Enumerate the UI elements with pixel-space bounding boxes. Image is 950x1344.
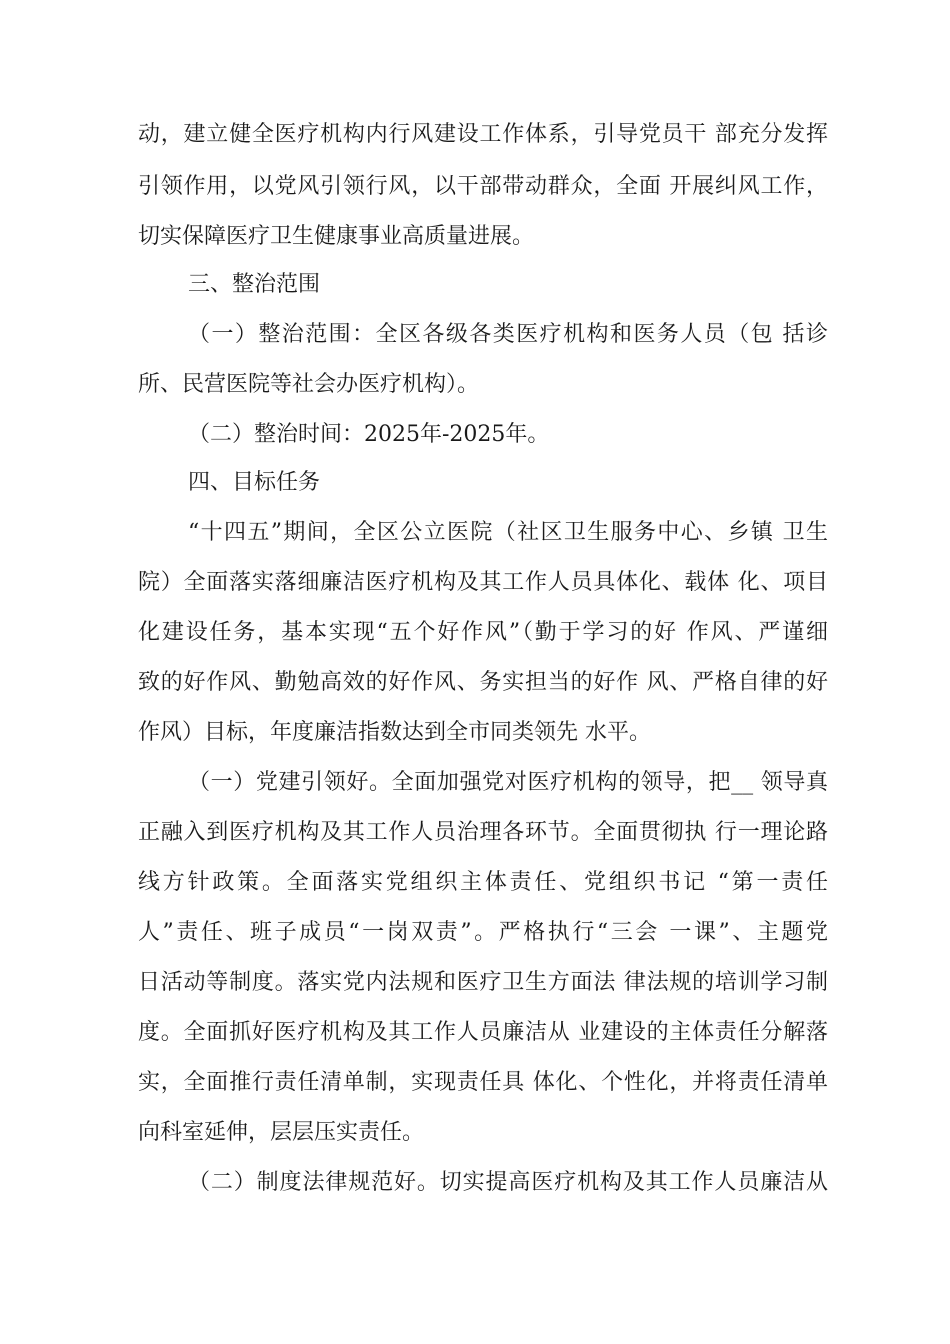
body-line: 人”责任、班子成员“一岗双责”。严格执行“三会 一课”、主题党 — [138, 920, 828, 945]
body-line: 日活动等制度。落实党内法规和医疗卫生方面法 律法规的培训学习制 — [138, 970, 828, 995]
section-heading: 四、目标任务 — [188, 470, 321, 495]
body-line: 作风）目标，年度廉洁指数达到全市同类领先 水平。 — [138, 720, 651, 745]
body-line: 正融入到医疗机构及其工作人员治理各环节。全面贯彻执 行一理论路 — [138, 820, 828, 845]
body-line: 院）全面落实落细廉洁医疗机构及其工作人员具体化、载体 化、项目 — [138, 570, 828, 595]
body-line: 所、民营医院等社会办医疗机构）。 — [138, 372, 480, 397]
body-line: 线方针政策。全面落实党组织主体责任、党组织书记 “第一责任 — [138, 870, 828, 895]
body-line: 实，全面推行责任清单制，实现责任具 体化、个性化，并将责任清单 — [138, 1070, 828, 1095]
body-line: （二）制度法律规范好。切实提高医疗机构及其工作人员廉洁从 — [188, 1170, 828, 1195]
body-line: “十四五”期间，全区公立医院（社区卫生服务中心、乡镇 卫生 — [188, 520, 828, 545]
body-line: 动，建立健全医疗机构内行风建设工作体系，引导党员干 部充分发挥 — [138, 122, 828, 147]
section-heading: 三、整治范围 — [188, 272, 321, 297]
body-line: 致的好作风、勤勉高效的好作风、务实担当的好作 风、严格自律的好 — [138, 670, 828, 695]
body-line: 度。全面抓好医疗机构及其工作人员廉洁从 业建设的主体责任分解落 — [138, 1020, 828, 1045]
body-line: 向科室延伸，层层压实责任。 — [138, 1120, 425, 1145]
body-line: 切实保障医疗卫生健康事业高质量进展。 — [138, 224, 535, 249]
body-line: （一）党建引领好。全面加强党对医疗机构的领导，把__ 领导真 — [188, 770, 828, 795]
body-line: 化建设任务，基本实现“五个好作风”（勤于学习的好 作风、严谨细 — [138, 620, 828, 645]
body-line: 引领作用，以党风引领行风，以干部带动群众，全面 开展纠风工作， — [138, 174, 828, 199]
body-line: （一）整治范围：全区各级各类医疗机构和医务人员（包 括诊 — [188, 322, 828, 347]
body-line: （二）整治时间：2025年-2025年。 — [188, 422, 550, 447]
